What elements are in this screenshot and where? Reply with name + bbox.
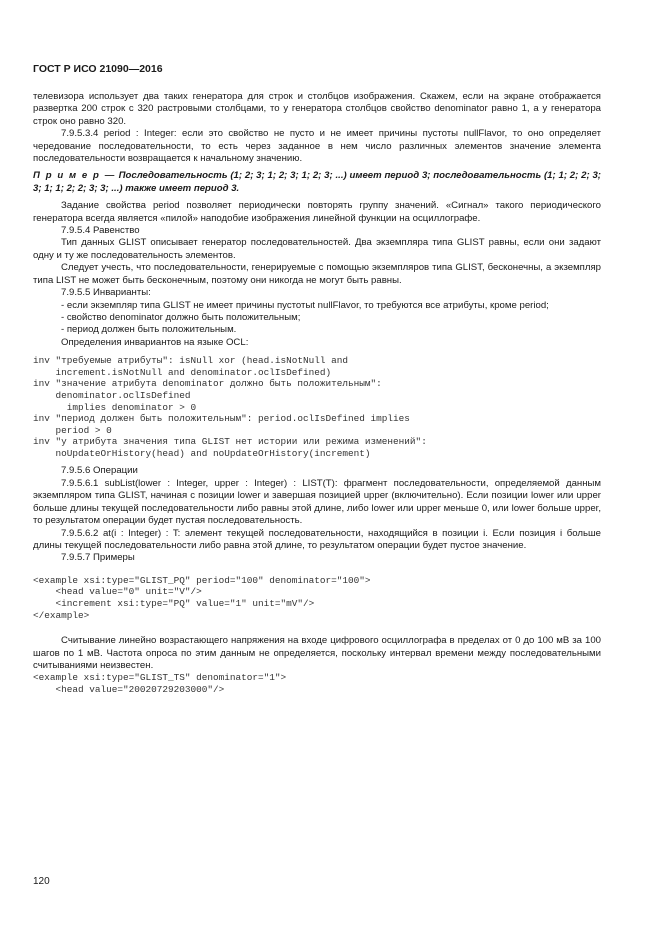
paragraph: Задание свойства period позволяет периодически повторять группу значений. «Сигнал» такого периодического генератора всегда является «пилой» наподобие изображения линейной функции на осциллографе. (33, 200, 601, 224)
section-heading-operations: 7.9.5.6 Операции (61, 465, 138, 477)
page-number: 120 (33, 876, 50, 887)
code-block-xml-example: <example xsi:type="GLIST_PQ" period="100" denominator="100"> <head value="0" unit="V"/> <increment xsi:type="PQ" value="1" unit="mV"/> </example> (33, 574, 371, 621)
page-body (33, 91, 601, 702)
paragraph: Определения инвариантов на языке OCL: (61, 336, 249, 348)
paragraph: Следует учесть, что последовательности, генерируемые с помощью экземпляров типа GLIST, бесконечны, а экземпляр типа LIST не может быть бесконечным, поэтому они никогда не могут быть равны. (33, 262, 601, 286)
list-item: - свойство denominator должно быть положительным; (61, 311, 301, 323)
paragraph-period: 7.9.5.3.4 period : Integer: если это свойство не пусто и не имеет причины пустоты nullFlavor, то оно определяет чередование последовательности, то есть через заданное в нем число различных элементов значение элемента последовательности возвращается к начальному значению. (33, 128, 601, 165)
paragraph: Тип данных GLIST описывает генератор последовательностей. Два экземпляра типа GLIST равны, если они задают одну и ту же последовательность элементов. (33, 237, 601, 261)
paragraph: Считывание линейно возрастающего напряжения на входе цифрового осциллографа в пределах от 0 до 100 мВ за 100 шагов по 1 мВ. Частота опроса по этим данным не определяется, поскольку интервал времени между последовательными считываниями неизвестен. (33, 635, 601, 671)
list-item: - если экземпляр типа GLIST не имеет причины пустотыt nullFlavor, то требуются все атрибуты, кроме period; (61, 299, 549, 311)
example-note (33, 170, 601, 195)
code-block-ocl: inv "требуемые атрибуты": isNull xor (head.isNotNull and increment.isNotNull and denominator.oclIsDefined) inv "значение атрибута denominator должно быть положительным": denominator.oclIsDefined implies denominator > 0 inv "период должен быть положительным": period.oclIsDefined implies period > 0 inv "у атрибута значения типа GLIST нет истории или режима изменений": noUpdateOrHistory(head) and noUpdateOrHistory(increment) (33, 355, 427, 459)
paragraph: телевизора использует два таких генератора для строк и столбцов изображения. Скажем, если на экране отображается развертка 200 строк с 320 растровыми столбцами, то у генератора столбцов свойство denominator равно 1, а у генератора строк оно равно 320. (33, 91, 601, 127)
section-heading-invariants: 7.9.5.5 Инварианты: (61, 287, 151, 299)
code-block-xml-example-2: <example xsi:type="GLIST_TS" denominator="1"> <head value="20020729203000"/> (33, 672, 287, 695)
section-heading-examples: 7.9.5.7 Примеры (61, 552, 135, 564)
list-item: - период должен быть положительным. (61, 324, 237, 336)
section-heading-equality: 7.9.5.4 Равенство (61, 225, 140, 237)
paragraph-at: 7.9.5.6.2 at(i : Integer) : T: элемент текущей последовательности, находящийся в позиции i. Если позиция i больше длины текущей последовательности либо равна этой длине, то результатом операции будет пустое значение. (33, 527, 601, 551)
example-label: П р и м е р — (33, 170, 116, 182)
example-text: Последовательность (1; 2; 3; 1; 2; 3; 1; 2; 3; ...) имеет период 3; последовательность (1; 1; 2; 2; 3; 3; 1; 1; 2; 2; 3; 3; ...) также имеет период 3. (33, 170, 601, 194)
paragraph-sublist: 7.9.5.6.1 subList(lower : Integer, upper : Integer) : LIST(T): фрагмент последовательности, определяемой данным экземпляром типа GLIST, начиная с позиции lower и завершая позицией upper (включительно). Если позиции lower или upper больше длины текущей последовательности либо равны этой длине, либо lower или upper меньше 0, или lower больше upper, то результатом операции будет пустая последовательность. (33, 477, 601, 527)
document-header: ГОСТ Р ИСО 21090—2016 (33, 63, 163, 75)
